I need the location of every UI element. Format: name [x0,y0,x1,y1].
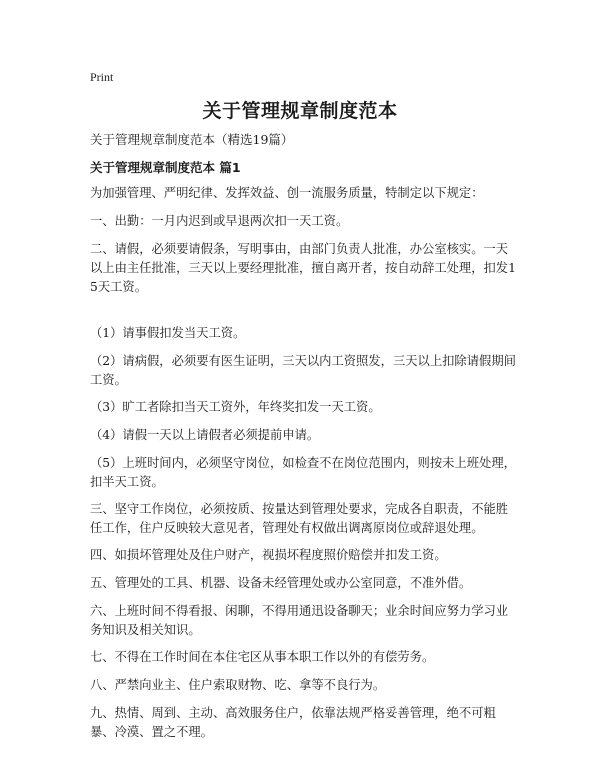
paragraph-leave-2: （2）请病假，必须要有医生证明，三天以内工资照发，三天以上扣除请假期间工资。 [90,354,516,387]
paragraph-service: 九、热情、周到、主动、高效服务住户，依靠法规严格妥善管理，绝不可粗暴、冷漠、置之不理。 [90,706,496,739]
paragraph-intro: 为加强管理、严明纪律、发挥效益、创一流服务质量，特制定以下规定： [90,186,484,200]
paragraph-leave-3: （3）旷工者除扣当天工资外，年终奖扣发一天工资。 [90,400,381,414]
paragraph-attendance: 一、出勤：一月内迟到或早退两次扣一天工资。 [90,214,349,228]
paragraph-duty: 三、坚守工作岗位，必须按质、按量达到管理处要求，完成各自职责，不能胜任工作，住户反映较大意见者，管理处有权做出调离原岗位或辞退处理。 [90,502,509,535]
paragraph-leave-5: （5）上班时间内，必须坚守岗位，如检查不在岗位范围内，则按未上班处理，扣半天工资。 [90,456,516,489]
document-title: 关于管理规章制度范本 [202,100,398,122]
print-label[interactable]: Print [90,70,114,84]
paragraph-leave: 二、请假，必须要请假条，写明事由，由部门负责人批准，办公室核实。一天以上由主任批准，三天以上要经理批准，擅自离开者，按自动辞工处理，扣发15天工资。 [90,242,516,294]
document-subtitle: 关于管理规章制度范本（精选19篇） [90,132,294,147]
paragraph-equipment: 五、管理处的工具、机器、设备未经管理处或办公室同意，不准外借。 [90,576,472,590]
section-heading: 关于管理规章制度范本 篇1 [90,160,241,175]
paragraph-damage: 四、如损坏管理处及住户财产，视损坏程度照价赔偿并扣发工资。 [90,548,447,562]
paragraph-paid-labor: 七、不得在工作时间在本住宅区从事本职工作以外的有偿劳务。 [90,650,435,664]
paragraph-leave-1: （1）请事假扣发当天工资。 [90,326,246,340]
paragraph-leave-4: （4）请假一天以上请假者必须提前申请。 [90,428,320,442]
paragraph-conduct: 八、严禁向业主、住户索取财物、吃、拿等不良行为。 [90,678,386,692]
paragraph-work-hours: 六、上班时间不得看报、闲聊，不得用通迅设备聊天；业余时间应努力学习业务知识及相关知识。 [90,604,509,637]
